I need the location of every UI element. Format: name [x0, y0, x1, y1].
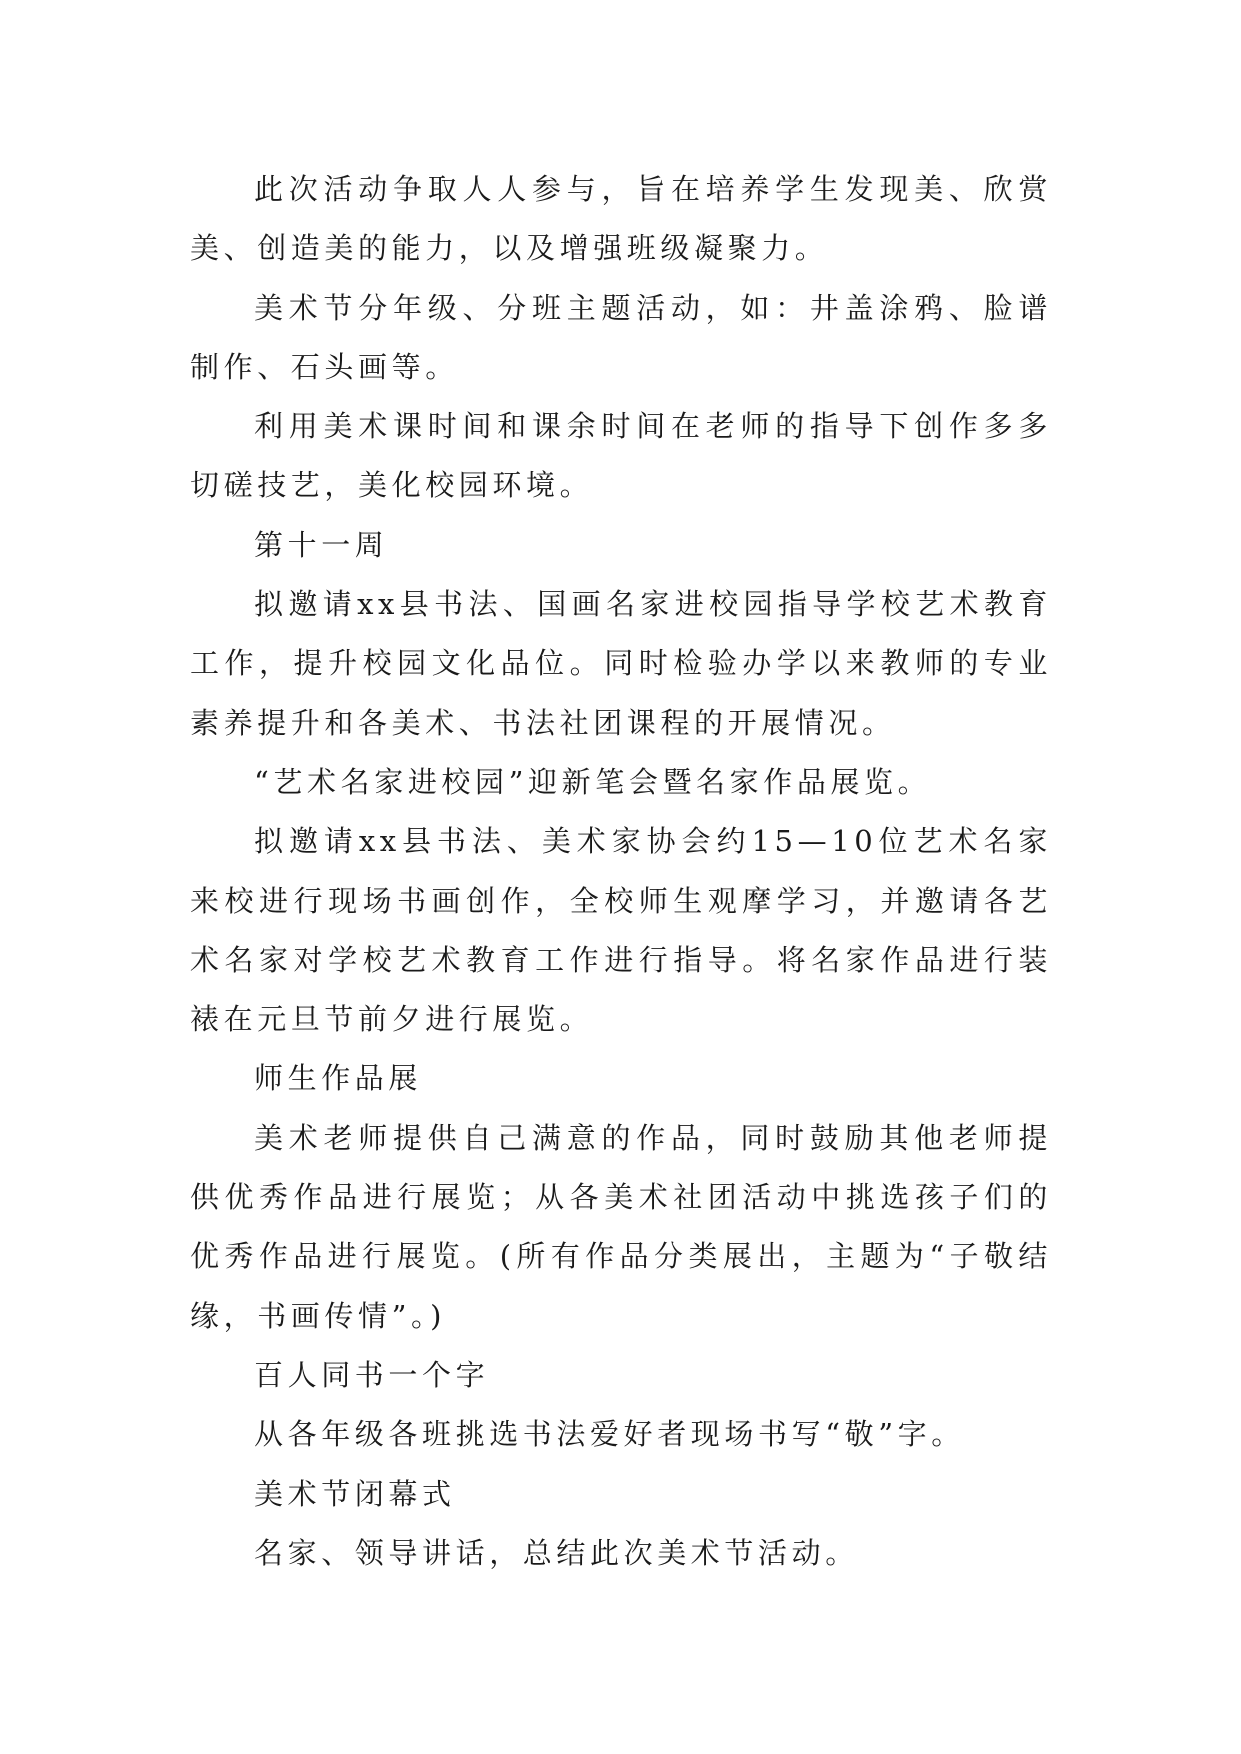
paragraph-calligraphy-selection: 从各年级各班挑选书法爱好者现场书写“敬”字。	[254, 1417, 965, 1452]
paragraph-closing-speech: 名家、领导讲话，总结此次美术节活动。	[254, 1535, 859, 1570]
paragraph-class-time: 利用美术课时间和课余时间在老师的指导下创作多多切磋技艺，美化校园环境。	[190, 409, 1052, 503]
paragraph-theme-activities: 美术节分年级、分班主题活动，如：井盖涂鸦、脸谱制作、石头画等。	[190, 290, 1052, 384]
paragraph-activity-goal: 此次活动争取人人参与，旨在培养学生发现美、欣赏美、创造美的能力，以及增强班级凝聚力。	[190, 172, 1052, 266]
heading-closing-ceremony: 美术节闭幕式	[254, 1476, 456, 1511]
paragraph-masters-creation: 拟邀请xx县书法、美术家协会约15—10位艺术名家来校进行现场书画创作，全校师生观摩学习，并邀请各艺术名家对学校艺术教育工作进行指导。将名家作品进行装裱在元旦节前夕进行展览。	[190, 824, 1052, 1037]
document-body	[190, 160, 1052, 1583]
paragraph-works-exhibition: 美术老师提供自己满意的作品，同时鼓励其他老师提供优秀作品进行展览；从各美术社团活动中挑选孩子们的优秀作品进行展览。(所有作品分类展出，主题为“子敬结缘，书画传情”。)	[190, 1120, 1052, 1333]
heading-hundred-people: 百人同书一个字	[254, 1357, 490, 1392]
heading-masters-event: “艺术名家进校园”迎新笔会暨名家作品展览。	[254, 764, 932, 799]
heading-week-eleven: 第十一周	[254, 527, 389, 562]
paragraph-invite-masters: 拟邀请xx县书法、国画名家进校园指导学校艺术教育工作，提升校园文化品位。同时检验办学以来教师的专业素养提升和各美术、书法社团课程的开展情况。	[190, 587, 1052, 740]
heading-works-exhibition: 师生作品展	[254, 1061, 423, 1096]
